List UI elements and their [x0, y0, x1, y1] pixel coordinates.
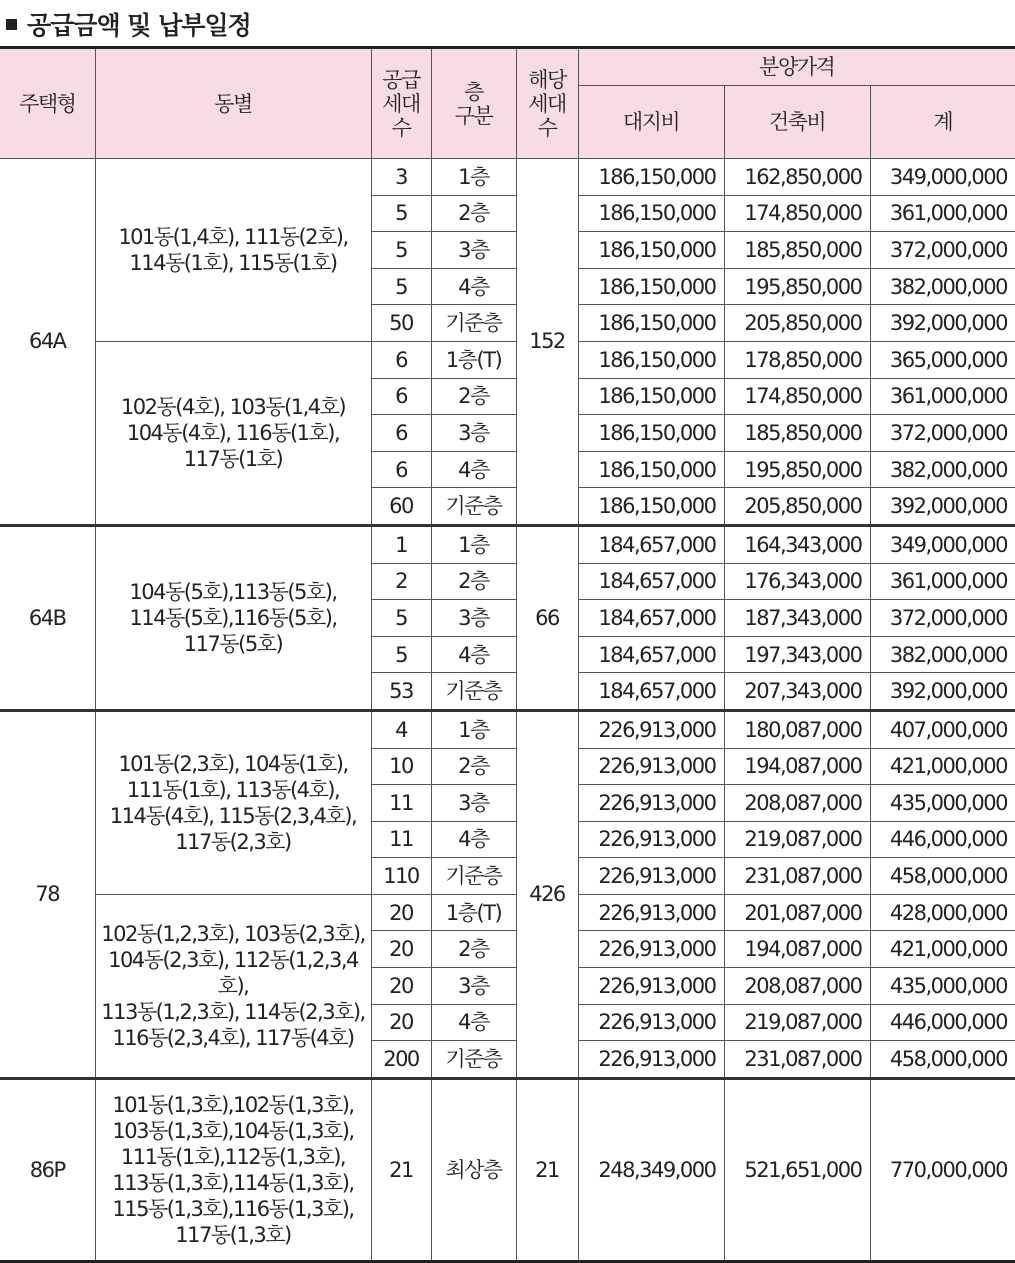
cell-total-price: 407,000,000 [870, 710, 1015, 748]
cell-dong: 102동(4호), 103동(1,4호) 104동(4호), 116동(1호), 117동(1호) [95, 341, 371, 525]
cell-supply-units: 11 [371, 785, 431, 822]
header-price-group: 분양가격 [578, 48, 1015, 86]
cell-floor: 최상층 [431, 1078, 516, 1261]
cell-floor: 기준층 [431, 673, 516, 711]
cell-type: 78 [0, 710, 95, 1078]
cell-total-price: 382,000,000 [870, 451, 1015, 488]
cell-total-price: 392,000,000 [870, 673, 1015, 711]
cell-floor: 기준층 [431, 1041, 516, 1079]
cell-supply-units: 50 [371, 305, 431, 342]
cell-floor: 3층 [431, 600, 516, 637]
cell-supply-units: 6 [371, 415, 431, 452]
header-supply-units: 공급 세대 수 [371, 48, 431, 159]
header-dong: 동별 [95, 48, 371, 159]
cell-supply-units: 110 [371, 858, 431, 895]
cell-applicable-units: 21 [516, 1078, 578, 1261]
cell-land-price: 226,913,000 [578, 785, 724, 822]
cell-supply-units: 5 [371, 195, 431, 232]
cell-total-price: 361,000,000 [870, 563, 1015, 600]
cell-total-price: 382,000,000 [870, 268, 1015, 305]
cell-total-price: 382,000,000 [870, 636, 1015, 673]
cell-supply-units: 20 [371, 1004, 431, 1041]
section-title [6, 4, 251, 44]
cell-land-price: 226,913,000 [578, 858, 724, 895]
cell-land-price: 186,150,000 [578, 195, 724, 232]
cell-supply-units: 5 [371, 268, 431, 305]
cell-land-price: 226,913,000 [578, 968, 724, 1005]
cell-total-price: 421,000,000 [870, 748, 1015, 785]
header-applicable-units: 해당 세대 수 [516, 48, 578, 159]
cell-building-price: 231,087,000 [724, 858, 870, 895]
cell-total-price: 349,000,000 [870, 159, 1015, 196]
section-title-text: 공급금액 및 납부일정 [27, 11, 251, 40]
cell-building-price: 174,850,000 [724, 195, 870, 232]
cell-total-price: 435,000,000 [870, 968, 1015, 1005]
header-type: 주택형 [0, 48, 95, 159]
cell-total-price: 428,000,000 [870, 894, 1015, 931]
cell-applicable-units: 66 [516, 525, 578, 710]
cell-floor: 1층 [431, 710, 516, 748]
cell-building-price: 178,850,000 [724, 341, 870, 378]
cell-supply-units: 6 [371, 341, 431, 378]
cell-floor: 4층 [431, 1004, 516, 1041]
cell-total-price: 770,000,000 [870, 1078, 1015, 1261]
cell-type: 64A [0, 159, 95, 526]
cell-supply-units: 20 [371, 931, 431, 968]
cell-floor: 3층 [431, 232, 516, 269]
cell-dong: 104동(5호),113동(5호), 114동(5호),116동(5호), 117동(5호) [95, 525, 371, 710]
cell-building-price: 164,343,000 [724, 525, 870, 563]
table-row [0, 159, 1015, 196]
cell-total-price: 392,000,000 [870, 488, 1015, 526]
cell-land-price: 186,150,000 [578, 415, 724, 452]
cell-total-price: 365,000,000 [870, 341, 1015, 378]
cell-land-price: 184,657,000 [578, 563, 724, 600]
cell-floor: 기준층 [431, 858, 516, 895]
cell-floor: 3층 [431, 415, 516, 452]
cell-building-price: 208,087,000 [724, 968, 870, 1005]
cell-type: 64B [0, 525, 95, 710]
cell-supply-units: 200 [371, 1041, 431, 1079]
cell-supply-units: 20 [371, 968, 431, 1005]
cell-total-price: 435,000,000 [870, 785, 1015, 822]
table-row [0, 341, 1015, 378]
cell-total-price: 372,000,000 [870, 232, 1015, 269]
cell-land-price: 186,150,000 [578, 305, 724, 342]
cell-supply-units: 6 [371, 378, 431, 415]
cell-building-price: 194,087,000 [724, 931, 870, 968]
cell-type: 86P [0, 1078, 95, 1261]
cell-land-price: 186,150,000 [578, 451, 724, 488]
header-building: 건축비 [724, 86, 870, 159]
cell-floor: 2층 [431, 748, 516, 785]
cell-floor: 기준층 [431, 488, 516, 526]
cell-dong: 102동(1,2,3호), 103동(2,3호), 104동(2,3호), 112동(1,2,3,4호), 113동(1,2,3호), 114동(2,3호), 116동(2,3,4호), 117동(4호) [95, 894, 371, 1078]
cell-building-price: 207,343,000 [724, 673, 870, 711]
cell-land-price: 186,150,000 [578, 159, 724, 196]
cell-supply-units: 1 [371, 525, 431, 563]
cell-supply-units: 20 [371, 894, 431, 931]
cell-building-price: 219,087,000 [724, 821, 870, 858]
cell-supply-units: 53 [371, 673, 431, 711]
cell-floor: 4층 [431, 821, 516, 858]
cell-floor: 4층 [431, 451, 516, 488]
cell-land-price: 226,913,000 [578, 931, 724, 968]
header-floor: 층 구분 [431, 48, 516, 159]
cell-supply-units: 5 [371, 636, 431, 673]
cell-supply-units: 4 [371, 710, 431, 748]
cell-building-price: 162,850,000 [724, 159, 870, 196]
cell-land-price: 186,150,000 [578, 378, 724, 415]
price-table-body [0, 159, 1015, 1262]
price-table [0, 46, 1015, 1263]
cell-total-price: 446,000,000 [870, 821, 1015, 858]
bullet-square-icon [6, 19, 17, 30]
cell-building-price: 219,087,000 [724, 1004, 870, 1041]
cell-total-price: 372,000,000 [870, 600, 1015, 637]
cell-supply-units: 21 [371, 1078, 431, 1261]
cell-floor: 2층 [431, 378, 516, 415]
cell-building-price: 185,850,000 [724, 415, 870, 452]
cell-total-price: 446,000,000 [870, 1004, 1015, 1041]
header-total: 계 [870, 86, 1015, 159]
cell-building-price: 185,850,000 [724, 232, 870, 269]
cell-building-price: 174,850,000 [724, 378, 870, 415]
cell-supply-units: 5 [371, 600, 431, 637]
table-row [0, 710, 1015, 748]
cell-floor: 2층 [431, 195, 516, 232]
cell-building-price: 201,087,000 [724, 894, 870, 931]
cell-land-price: 186,150,000 [578, 268, 724, 305]
cell-land-price: 248,349,000 [578, 1078, 724, 1261]
cell-floor: 1층 [431, 525, 516, 563]
cell-total-price: 392,000,000 [870, 305, 1015, 342]
cell-building-price: 194,087,000 [724, 748, 870, 785]
cell-floor: 기준층 [431, 305, 516, 342]
cell-building-price: 231,087,000 [724, 1041, 870, 1079]
cell-land-price: 186,150,000 [578, 488, 724, 526]
cell-building-price: 180,087,000 [724, 710, 870, 748]
cell-building-price: 208,087,000 [724, 785, 870, 822]
cell-total-price: 421,000,000 [870, 931, 1015, 968]
cell-land-price: 184,657,000 [578, 600, 724, 637]
cell-dong: 101동(1,3호),102동(1,3호), 103동(1,3호),104동(1,3호), 111동(1호),112동(1,3호), 113동(1,3호),114동(1,3호), 115동(1,3호),116동(1,3호), 117동(1,3호) [95, 1078, 371, 1261]
cell-floor: 2층 [431, 563, 516, 600]
cell-total-price: 361,000,000 [870, 378, 1015, 415]
cell-land-price: 184,657,000 [578, 673, 724, 711]
cell-land-price: 226,913,000 [578, 821, 724, 858]
cell-building-price: 195,850,000 [724, 451, 870, 488]
cell-land-price: 226,913,000 [578, 748, 724, 785]
cell-floor: 3층 [431, 785, 516, 822]
cell-floor: 1층(T) [431, 894, 516, 931]
cell-total-price: 372,000,000 [870, 415, 1015, 452]
cell-dong: 101동(1,4호), 111동(2호), 114동(1호), 115동(1호) [95, 159, 371, 342]
cell-applicable-units: 152 [516, 159, 578, 526]
cell-floor: 4층 [431, 636, 516, 673]
cell-land-price: 186,150,000 [578, 341, 724, 378]
cell-supply-units: 11 [371, 821, 431, 858]
table-row [0, 1078, 1015, 1261]
cell-supply-units: 5 [371, 232, 431, 269]
header-land: 대지비 [578, 86, 724, 159]
cell-land-price: 184,657,000 [578, 525, 724, 563]
cell-building-price: 205,850,000 [724, 305, 870, 342]
cell-land-price: 186,150,000 [578, 232, 724, 269]
cell-total-price: 361,000,000 [870, 195, 1015, 232]
cell-total-price: 458,000,000 [870, 858, 1015, 895]
cell-land-price: 226,913,000 [578, 1041, 724, 1079]
cell-total-price: 458,000,000 [870, 1041, 1015, 1079]
cell-land-price: 184,657,000 [578, 636, 724, 673]
cell-supply-units: 6 [371, 451, 431, 488]
cell-floor: 1층(T) [431, 341, 516, 378]
table-row [0, 894, 1015, 931]
cell-supply-units: 60 [371, 488, 431, 526]
cell-supply-units: 2 [371, 563, 431, 600]
cell-land-price: 226,913,000 [578, 1004, 724, 1041]
cell-floor: 2층 [431, 931, 516, 968]
cell-land-price: 226,913,000 [578, 894, 724, 931]
cell-applicable-units: 426 [516, 710, 578, 1078]
cell-supply-units: 10 [371, 748, 431, 785]
cell-land-price: 226,913,000 [578, 710, 724, 748]
cell-supply-units: 3 [371, 159, 431, 196]
cell-floor: 1층 [431, 159, 516, 196]
cell-floor: 3층 [431, 968, 516, 1005]
cell-dong: 101동(2,3호), 104동(1호), 111동(1호), 113동(4호), 114동(4호), 115동(2,3,4호), 117동(2,3호) [95, 710, 371, 894]
cell-building-price: 205,850,000 [724, 488, 870, 526]
cell-total-price: 349,000,000 [870, 525, 1015, 563]
cell-floor: 4층 [431, 268, 516, 305]
cell-building-price: 521,651,000 [724, 1078, 870, 1261]
cell-building-price: 187,343,000 [724, 600, 870, 637]
cell-building-price: 197,343,000 [724, 636, 870, 673]
table-row [0, 525, 1015, 563]
cell-building-price: 176,343,000 [724, 563, 870, 600]
cell-building-price: 195,850,000 [724, 268, 870, 305]
